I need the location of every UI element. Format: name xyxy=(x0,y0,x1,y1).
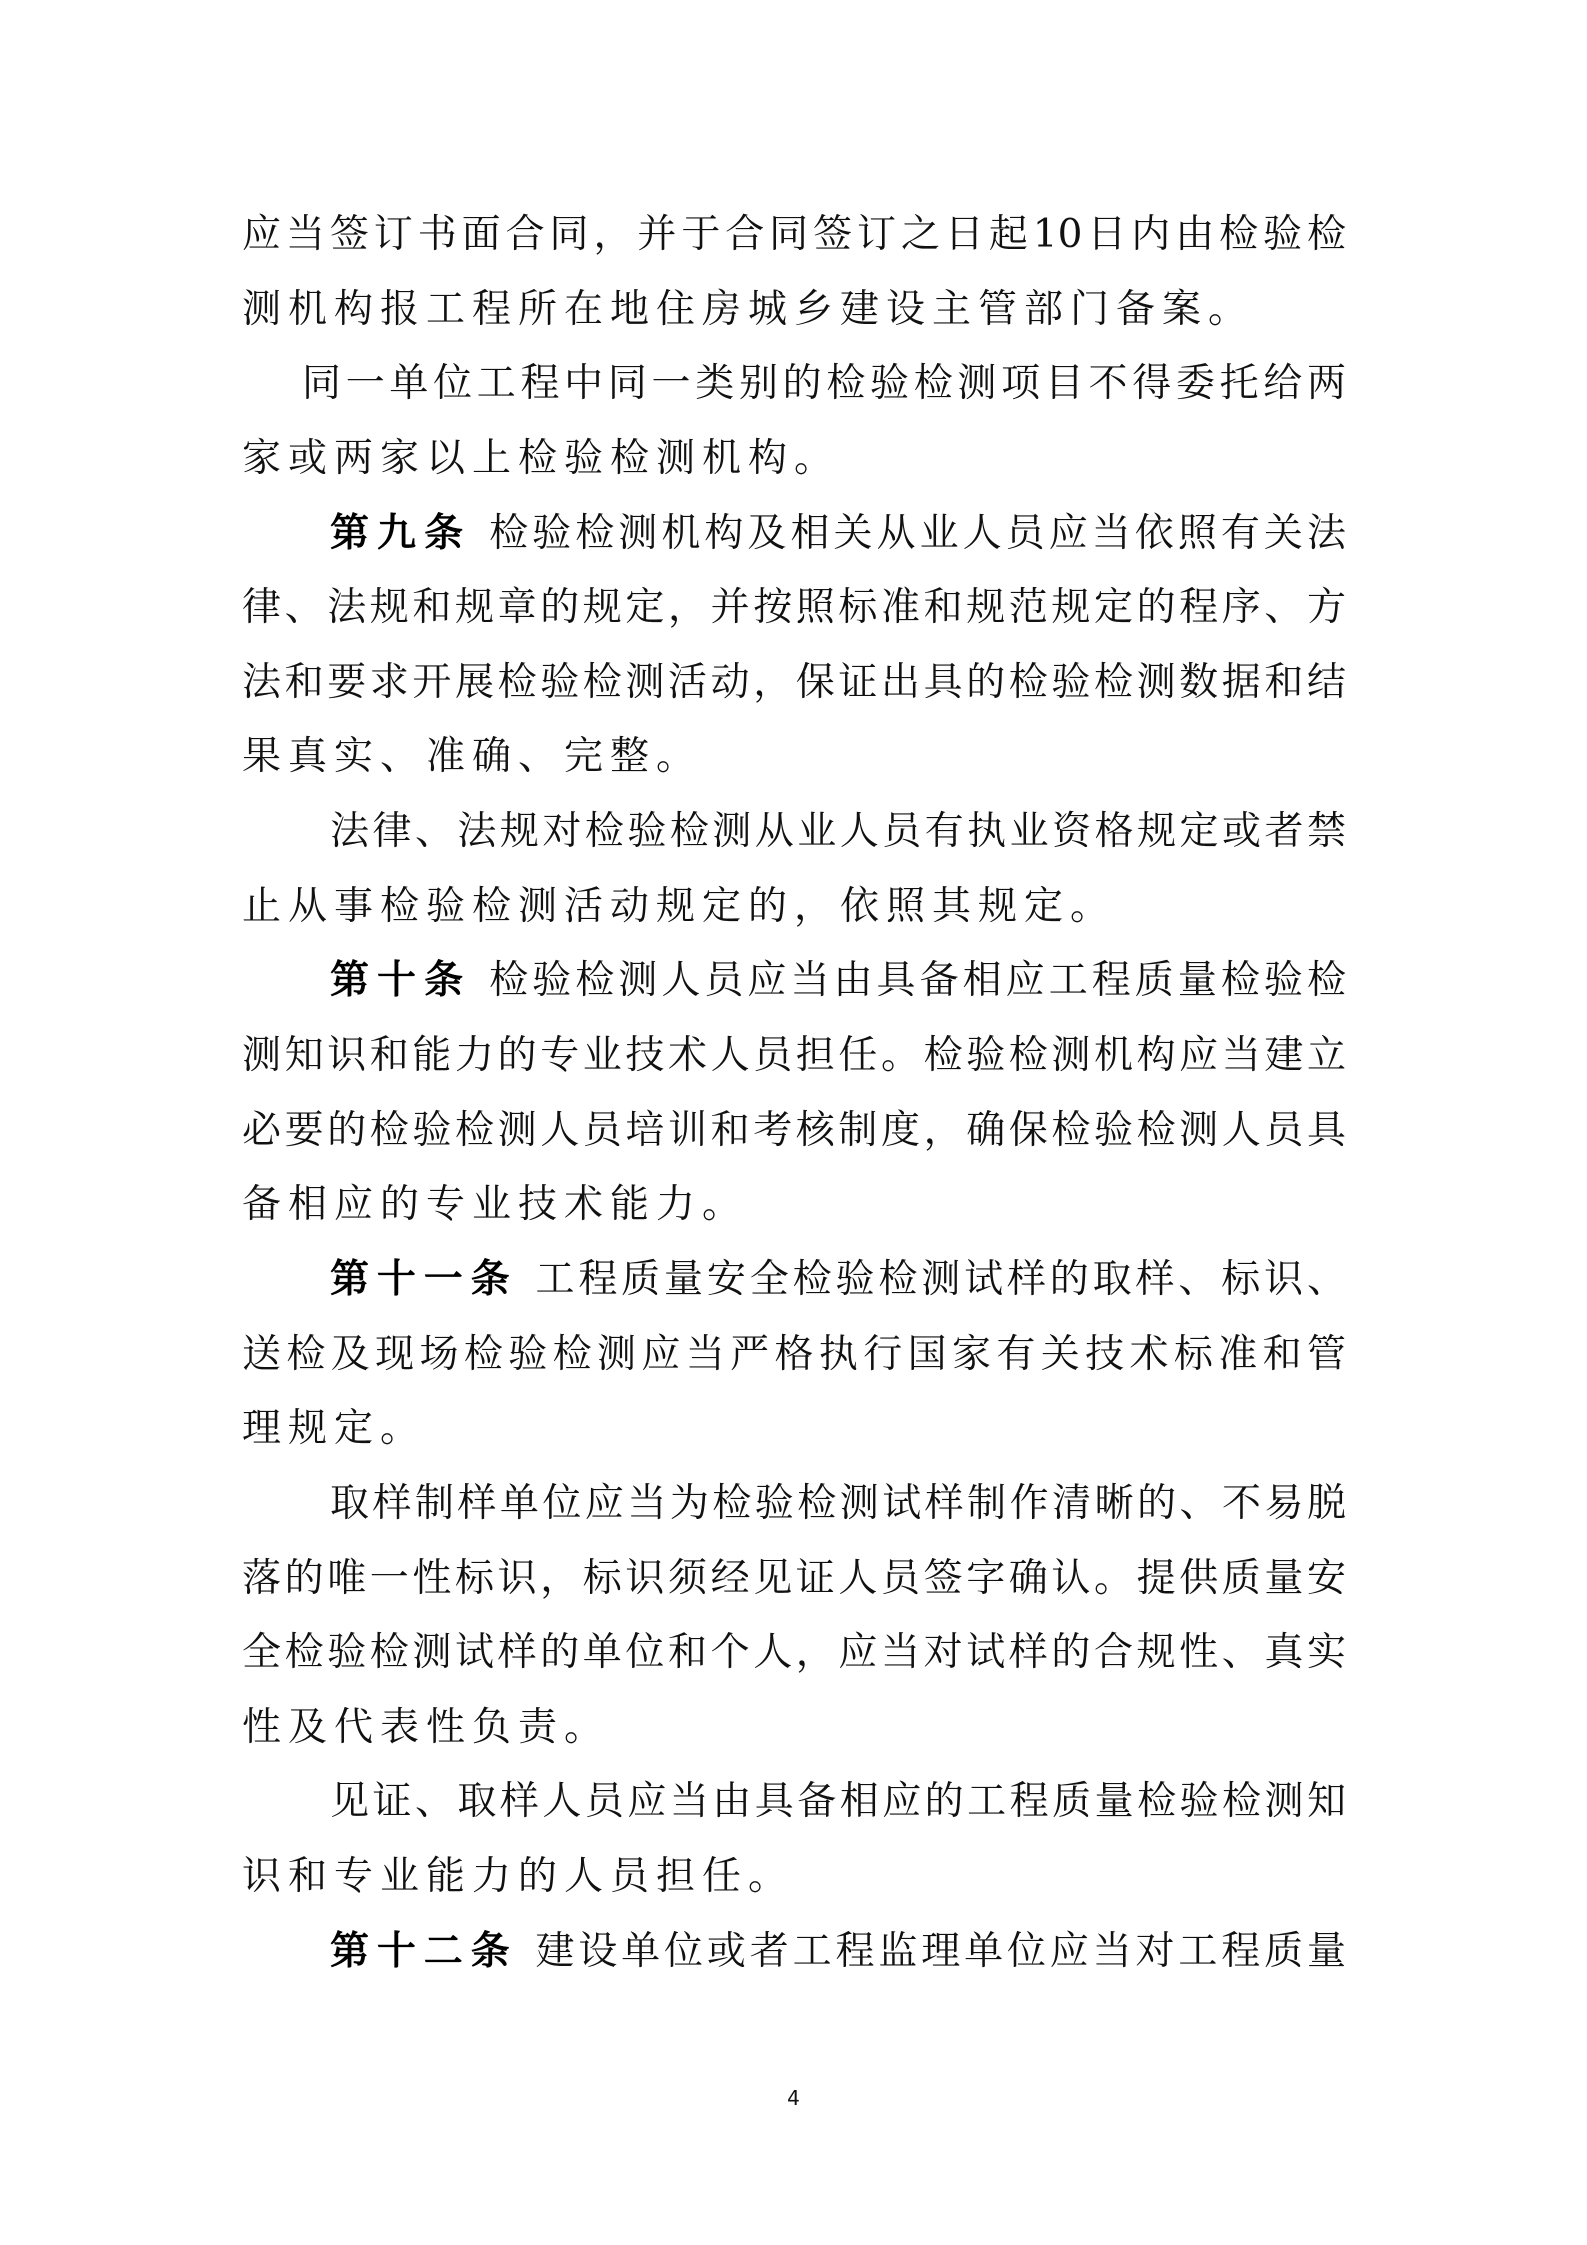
article-text: 工程质量安全检验检测试样的取样、标识、 xyxy=(535,1256,1346,1302)
text-line: 备相应的专业技术能力。 xyxy=(242,1182,749,1228)
page-number: 4 xyxy=(787,2086,800,2110)
paragraph-start-line: 取样制样单位应当为检验检测试样制作清晰的、不易脱 xyxy=(330,1480,1346,1526)
article-number: 第十一条 xyxy=(330,1256,518,1302)
article-9-first-line xyxy=(242,497,1346,572)
paragraph-start-line: 见证、取样人员应当由具备相应的工程质量检验检测知 xyxy=(330,1779,1346,1825)
text-line: 性及代表性负责。 xyxy=(242,1704,611,1750)
text-line: 落的唯一性标识，标识须经见证人员签字确认。提供质量安 xyxy=(242,1555,1346,1601)
article-number: 第十二条 xyxy=(330,1928,518,1974)
text-line: 全检验检测试样的单位和个人，应当对试样的合规性、真实 xyxy=(242,1630,1346,1676)
paragraph-start-line: 法律、法规对检验检测从业人员有执业资格规定或者禁 xyxy=(330,809,1346,855)
article-11-first-line xyxy=(242,1243,1346,1318)
text-line: 应当签订书面合同，并于合同签订之日起10日内由检验检 xyxy=(242,212,1346,257)
article-text: 检验检测机构及相关从业人员应当依照有关法 xyxy=(489,510,1346,556)
text-line: 止从事检验检测活动规定的，依照其规定。 xyxy=(242,883,1117,929)
article-12-first-line xyxy=(242,1915,1346,1990)
article-10-first-line xyxy=(242,944,1346,1019)
text-line: 测知识和能力的专业技术人员担任。检验检测机构应当建立 xyxy=(242,1033,1346,1079)
text-line: 律、法规和规章的规定，并按照标准和规范规定的程序、方 xyxy=(242,585,1346,631)
text-line: 识和专业能力的人员担任。 xyxy=(242,1854,795,1900)
paragraph-start-line: 同一单位工程中同一类别的检验检测项目不得委托给两 xyxy=(302,361,1346,407)
text-line: 法和要求开展检验检测活动，保证出具的检验检测数据和结 xyxy=(242,659,1346,705)
text-line: 家或两家以上检验检测机构。 xyxy=(242,435,841,481)
text-line: 果真实、准确、完整。 xyxy=(242,734,703,780)
article-text: 建设单位或者工程监理单位应当对工程质量 xyxy=(535,1928,1346,1974)
article-number: 第十条 xyxy=(330,958,472,1004)
text-line: 送检及现场检验检测应当严格执行国家有关技术标准和管 xyxy=(242,1331,1346,1377)
article-text: 检验检测人员应当由具备相应工程质量检验检 xyxy=(489,958,1346,1004)
text-line: 测机构报工程所在地住房城乡建设主管部门备案。 xyxy=(242,286,1255,332)
body-text xyxy=(242,198,1346,1989)
article-number: 第九条 xyxy=(330,510,472,556)
text-line: 理规定。 xyxy=(242,1406,427,1452)
text-line: 必要的检验检测人员培训和考核制度，确保检验检测人员具 xyxy=(242,1107,1346,1153)
